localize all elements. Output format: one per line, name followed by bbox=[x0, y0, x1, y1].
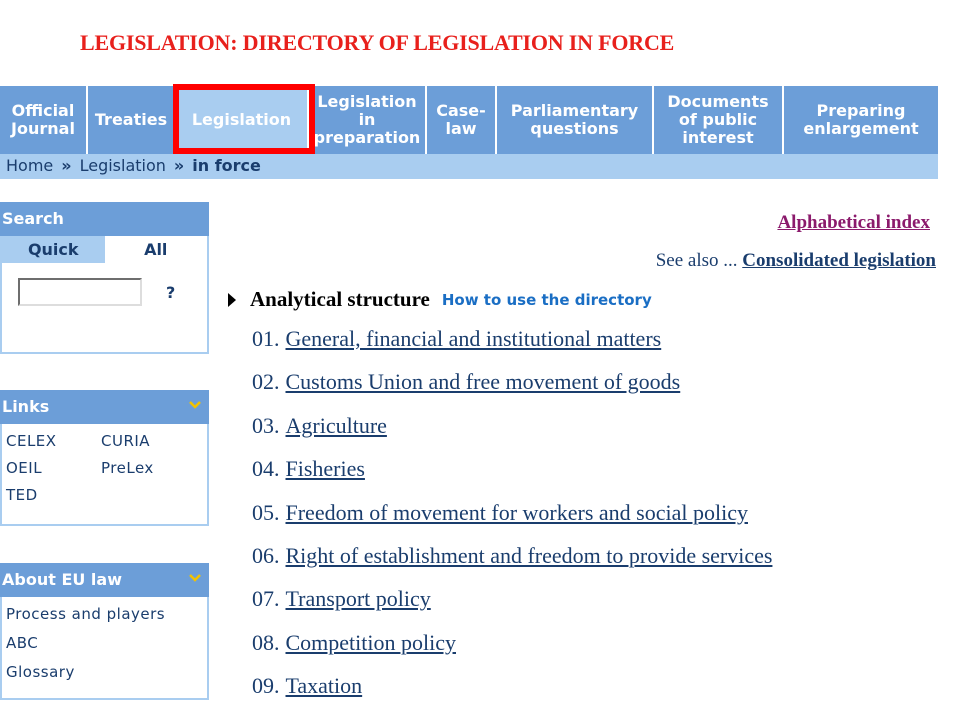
analytical-structure-heading bbox=[228, 287, 652, 312]
tab-label: Legislation in preparation bbox=[313, 92, 421, 147]
chapter-number: 01. bbox=[252, 326, 280, 351]
about-link-abc[interactable]: ABC bbox=[6, 634, 39, 652]
list-item bbox=[252, 413, 772, 456]
link-celex[interactable]: CELEX bbox=[6, 432, 57, 450]
search-box bbox=[0, 236, 209, 354]
search-tab-quick[interactable]: Quick bbox=[2, 236, 105, 263]
breadcrumb-separator: » bbox=[173, 156, 185, 175]
chapter-number: 04. bbox=[252, 456, 280, 482]
chapter-link[interactable]: Fisheries bbox=[285, 456, 365, 482]
breadcrumb-current: in force bbox=[192, 156, 261, 175]
tab-label: Documents of public interest bbox=[667, 92, 769, 147]
list-item bbox=[252, 500, 772, 543]
slide-title: LEGISLATION: DIRECTORY OF LEGISLATION IN FORCE bbox=[80, 30, 675, 55]
link-prelex[interactable]: PreLex bbox=[101, 459, 154, 477]
tab-label: Legislation bbox=[191, 110, 292, 129]
tab-label: Official Journal bbox=[11, 101, 75, 138]
alphabetical-index-link[interactable]: Alphabetical index bbox=[777, 212, 930, 233]
analytical-structure-title: Analytical structure bbox=[250, 287, 430, 311]
link-ted[interactable]: TED bbox=[6, 486, 38, 504]
links-box-title: Links bbox=[2, 397, 50, 416]
list-item bbox=[252, 326, 772, 369]
chapter-number: 02. bbox=[252, 369, 280, 395]
list-item bbox=[252, 586, 772, 629]
link-curia[interactable]: CURIA bbox=[101, 432, 151, 450]
see-also-prefix: See also ... bbox=[655, 250, 738, 271]
list-item bbox=[252, 630, 772, 673]
how-to-use-link[interactable]: How to use the directory bbox=[441, 290, 652, 309]
chapter-link[interactable]: Right of establishment and freedom to provide services bbox=[285, 542, 773, 568]
directory-list bbox=[252, 326, 772, 717]
list-item bbox=[252, 543, 772, 586]
tab-official-journal[interactable] bbox=[0, 86, 86, 154]
search-tab-all[interactable]: All bbox=[144, 240, 168, 259]
breadcrumb-legislation[interactable]: Legislation bbox=[79, 156, 166, 175]
chapter-link[interactable]: Customs Union and free movement of goods bbox=[285, 369, 681, 395]
about-link-glossary[interactable]: Glossary bbox=[6, 663, 75, 681]
chapter-link[interactable]: Competition policy bbox=[285, 629, 456, 655]
chapter-link[interactable]: Transport policy bbox=[285, 586, 431, 612]
chapter-number: 07. bbox=[252, 586, 280, 612]
about-box-header[interactable] bbox=[0, 563, 209, 597]
search-tabs bbox=[2, 236, 207, 263]
tab-preparing-enlargement[interactable] bbox=[784, 86, 938, 154]
consolidated-legislation-link[interactable]: Consolidated legislation bbox=[742, 250, 936, 271]
tab-label: Parliamentary questions bbox=[510, 101, 639, 138]
link-oeil[interactable]: OEIL bbox=[6, 459, 43, 477]
tab-label: Case- law bbox=[436, 101, 486, 138]
chapter-number: 03. bbox=[252, 412, 280, 438]
tab-legislation[interactable] bbox=[176, 86, 307, 154]
chapter-number: 09. bbox=[252, 673, 280, 699]
about-link-process[interactable]: Process and players bbox=[6, 605, 166, 623]
breadcrumb bbox=[0, 154, 938, 179]
search-input[interactable] bbox=[18, 278, 142, 306]
search-box-header bbox=[0, 202, 209, 236]
chapter-link[interactable]: General, financial and institutional matters bbox=[285, 326, 662, 351]
about-box bbox=[0, 597, 209, 700]
chapter-link[interactable]: Agriculture bbox=[285, 412, 387, 438]
chapter-number: 05. bbox=[252, 499, 280, 525]
main-nav bbox=[0, 86, 938, 154]
see-also bbox=[656, 250, 936, 272]
triangle-right-icon bbox=[228, 293, 236, 307]
search-box-title: Search bbox=[2, 209, 64, 228]
breadcrumb-home[interactable]: Home bbox=[6, 156, 54, 175]
tab-label: Treaties bbox=[94, 110, 168, 129]
chapter-link[interactable]: Freedom of movement for workers and social policy bbox=[285, 499, 748, 525]
list-item bbox=[252, 456, 772, 499]
chapter-number: 06. bbox=[252, 542, 280, 568]
list-item bbox=[252, 673, 772, 716]
tab-label: Preparing enlargement bbox=[803, 101, 919, 138]
tab-documents-of-public-interest[interactable] bbox=[654, 86, 782, 154]
tab-treaties[interactable] bbox=[88, 86, 174, 154]
chevron-down-icon[interactable] bbox=[189, 574, 201, 584]
tab-legislation-in-preparation[interactable] bbox=[309, 86, 425, 154]
about-box-title: About EU law bbox=[2, 570, 122, 589]
list-item bbox=[252, 369, 772, 412]
chevron-down-icon[interactable] bbox=[189, 401, 201, 411]
chapter-number: 08. bbox=[252, 629, 280, 655]
tab-parliamentary-questions[interactable] bbox=[497, 86, 652, 154]
breadcrumb-separator: » bbox=[61, 156, 72, 175]
chapter-link[interactable]: Taxation bbox=[285, 673, 363, 699]
links-box-header[interactable] bbox=[0, 390, 209, 424]
links-box bbox=[0, 424, 209, 526]
search-help-button[interactable]: ? bbox=[166, 283, 176, 302]
tab-case-law[interactable] bbox=[427, 86, 495, 154]
